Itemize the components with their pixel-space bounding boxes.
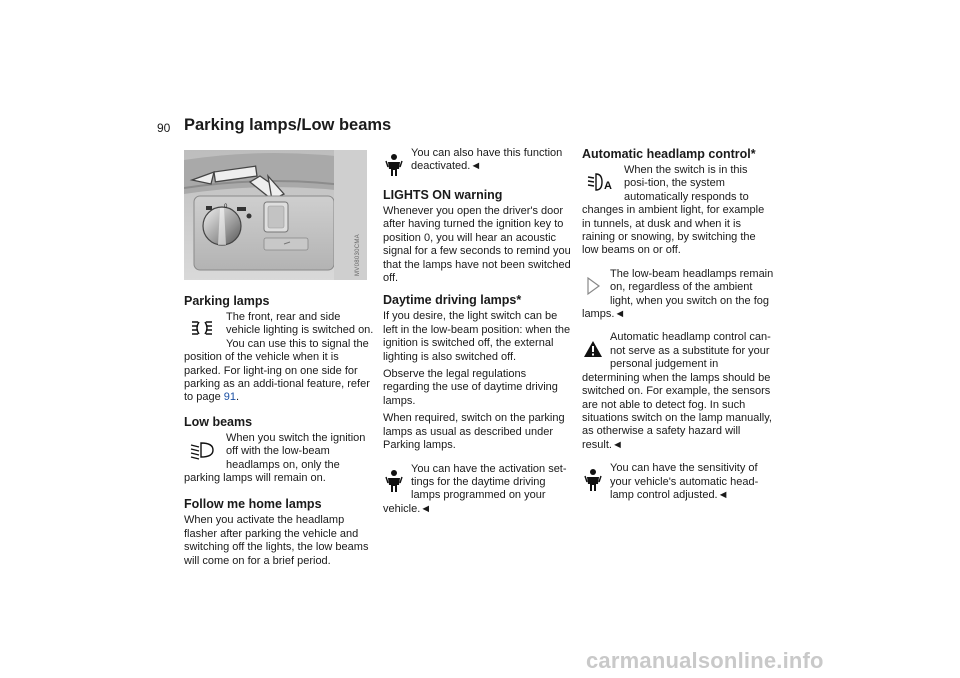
lights-on-warning-text: Whenever you open the driver's door after having turned the ignition key to position 0, you will hear an acoustic signal for a few seconds to remind you that the lamps have not been switched off. [383, 205, 571, 285]
warning-icon [582, 334, 604, 364]
page-title: Parking lamps/Low beams [184, 116, 392, 134]
automatic-headlamp-text: When the switch is in this posi-tion, the system automatically responds to changes in ambient light, for example in tunnels, at dusk and when it is raining or snowing, by switching the low beams on or off. [582, 164, 765, 257]
light-switch-photo [184, 150, 367, 280]
activation-note-text: You can have the activation set-tings for the daytime driving lamps programmed on your vehicle.◄ [383, 462, 567, 515]
deactivate-note-text: You can also have this function deactivated.◄ [411, 147, 563, 173]
note-triangle-icon [582, 271, 604, 301]
person-service-icon [582, 465, 604, 495]
site-watermark: carmanualsonline.info [586, 648, 824, 673]
parking-lamp-icon [184, 314, 220, 344]
right-column [582, 147, 774, 506]
parking-lamps-text-end: . [236, 391, 240, 404]
fog-lamps-note [582, 268, 774, 326]
middle-column [383, 147, 573, 520]
parking-lamps-section [184, 311, 374, 409]
photo-code: MV08030CMA [354, 233, 361, 276]
person-service-icon [383, 466, 405, 496]
low-beam-icon [184, 435, 220, 465]
fog-lamps-note-text: The low-beam headlamps remain on, regardless of the ambient light, when you switch on the fog lamps.◄ [582, 267, 774, 321]
auto-headlamp-icon [582, 167, 618, 197]
parking-lamps-heading: Parking lamps [184, 294, 270, 308]
page-number: 90 [157, 121, 171, 135]
parking-lamps-text: The front, rear and side vehicle lighting is switched on. You can use this to signal the position of the vehicle when it is parked. For light-ing on one side for parking as an addi-tional feature, refer to page [184, 311, 374, 404]
light-switch-illustration [184, 150, 367, 280]
follow-me-home-text: When you activate the headlamp flasher after parking the vehicle and switching off the lights, the low beams will come on for a brief period. [184, 514, 369, 567]
automatic-headlamp-control-heading: Automatic headlamp control* [582, 147, 756, 161]
page-91-link[interactable]: 91 [223, 391, 237, 404]
low-beams-section [184, 432, 374, 490]
switch-label-zero: 0 [224, 204, 228, 210]
deactivate-note [383, 147, 573, 180]
safety-warning [582, 331, 774, 456]
follow-me-home-heading: Follow me home lamps [184, 497, 322, 512]
left-column [184, 150, 374, 572]
activation-note [383, 463, 573, 521]
daytime-text-2: Observe the legal regulations regarding the use of daytime driving lamps. [383, 368, 558, 407]
daytime-text-3: When required, switch on the parking lamps as usual as described under Parking lamps. [383, 412, 565, 452]
low-beams-text: When you switch the ignition off with the low-beam headlamps on, only the parking lamps will remain on. [184, 431, 366, 485]
automatic-headlamp-section [582, 164, 774, 262]
daytime-driving-lamps-heading: Daytime driving lamps* [383, 293, 522, 308]
daytime-text-1: If you desire, the light switch can be left in the low-beam position: when the ignition is switched off, the external lighting is also switched off. [383, 310, 571, 363]
svg-text:A: A [604, 180, 612, 192]
low-beams-heading: Low beams [184, 414, 253, 429]
person-service-icon [383, 150, 405, 180]
sensitivity-note-text: You can have the sensitivity of your vehicle's automatic head-lamp control adjusted.◄ [610, 462, 759, 501]
lights-on-warning-heading: LIGHTS ON warning [383, 188, 503, 202]
safety-warning-text: Automatic headlamp control can-not serve as a substitute for your personal judgement in determining when the lamps should be switched on. For example, the sensors are not able to detect fog. In such situations switch on the lamp manually, as otherwise a safety hazard will result.◄ [582, 331, 772, 451]
sensitivity-note [582, 462, 774, 506]
